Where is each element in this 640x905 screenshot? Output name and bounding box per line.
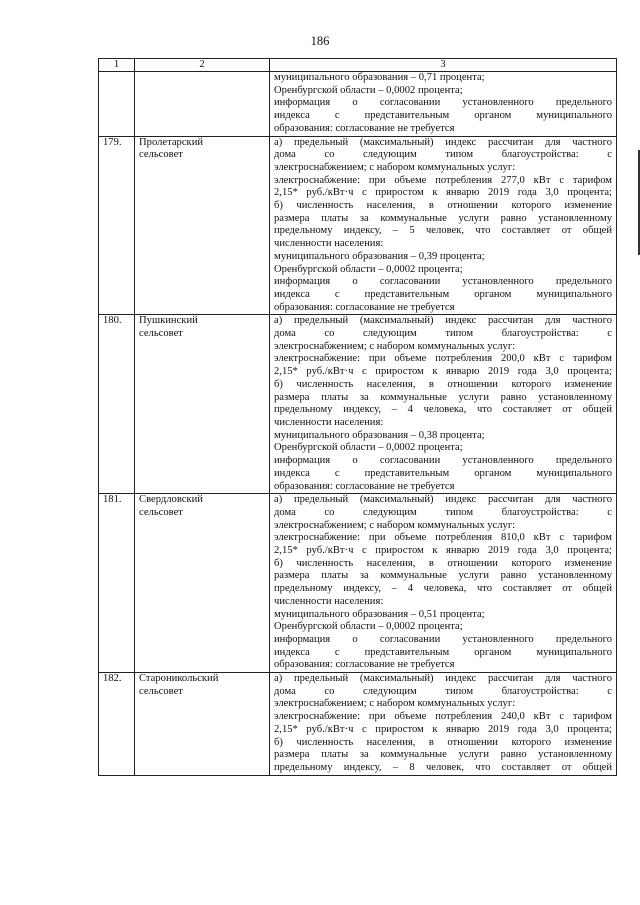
text-line: информация о согласовании установленного предельного	[274, 276, 612, 288]
text-line: Оренбургской области – 0,0002 процента;	[274, 263, 463, 275]
row-number: 182.	[99, 673, 135, 776]
text-line: предельному индексу, – 4 человека, что составляет от общей	[274, 404, 612, 416]
text-line: Оренбургской области – 0,0002 процента;	[274, 621, 463, 633]
text-line: предельному индексу, – 8 человек, что составляет от общей	[274, 761, 612, 773]
text-line: индекса с представительным органом муниципального	[274, 646, 612, 658]
municipality-name-line: сельсовет	[139, 685, 183, 697]
text-line: информация о согласовании установленного предельного	[274, 455, 612, 467]
text-line: размера платы за коммунальные услуги равно установленному	[274, 212, 612, 224]
continuation-row	[99, 72, 617, 137]
continuation-num-cell	[99, 72, 135, 137]
text-line: численности населения:	[274, 238, 384, 250]
text-line: индекса с представительным органом муниципального	[274, 467, 612, 479]
text-line: муниципального образования – 0,39 процента;	[274, 250, 485, 262]
row-description	[270, 136, 617, 315]
municipality-name-line: Пушкинский	[139, 315, 198, 327]
municipality-name-line: Свердловский	[139, 494, 203, 506]
table-row	[99, 315, 617, 494]
municipality-name-line: Пролетарский	[139, 136, 204, 148]
text-line: дома со следующим типом благоустройства: с	[274, 506, 612, 518]
text-line: электроснабжение: при объеме потребления 277,0 кВт с тарифом	[274, 174, 612, 186]
row-description	[270, 494, 617, 673]
page-number: 186	[310, 34, 330, 48]
text-line: образования: согласование не требуется	[274, 480, 455, 492]
text-line: численности населения:	[274, 416, 384, 428]
municipality-name	[135, 494, 270, 673]
municipality-name	[135, 136, 270, 315]
text-line: б) численность населения, в отношении которого изменение	[274, 557, 612, 569]
text-line: электроснабжением; с набором коммунальных услуг:	[274, 340, 516, 352]
text-line: б) численность населения, в отношении которого изменение	[274, 736, 612, 748]
continuation-name-cell	[135, 72, 270, 137]
municipality-name-line: Староникольский	[139, 673, 219, 685]
text-line: образования: согласование не требуется	[274, 301, 455, 313]
text-line: информация о согласовании установленного предельного	[274, 97, 612, 109]
text-line: муниципального образования – 0,71 процента;	[274, 72, 485, 83]
text-line: электроснабжением; с набором коммунальных услуг:	[274, 519, 516, 531]
text-line: предельному индексу, – 4 человека, что составляет от общей	[274, 583, 612, 595]
municipality-name	[135, 673, 270, 776]
text-line: размера платы за коммунальные услуги равно установленному	[274, 570, 612, 582]
municipality-name-line: сельсовет	[139, 328, 183, 340]
text-line: б) численность населения, в отношении которого изменение	[274, 378, 612, 390]
municipality-name	[135, 315, 270, 494]
continuation-text-cell	[270, 72, 617, 137]
text-line: Оренбургской области – 0,0002 процента;	[274, 442, 463, 454]
row-number: 180.	[99, 315, 135, 494]
text-line: а) предельный (максимальный) индекс рассчитан для частного	[274, 673, 612, 685]
table-row	[99, 494, 617, 673]
text-line: муниципального образования – 0,51 процента;	[274, 608, 485, 620]
text-line: информация о согласовании установленного предельного	[274, 633, 612, 645]
row-description	[270, 315, 617, 494]
document-table	[98, 58, 617, 776]
text-line: дома со следующим типом благоустройства: с	[274, 328, 612, 340]
municipality-name-line: сельсовет	[139, 149, 183, 161]
text-line: б) численность населения, в отношении которого изменение	[274, 200, 612, 212]
text-line: размера платы за коммунальные услуги равно установленному	[274, 749, 612, 761]
text-line: 2,15* руб./кВт·ч с приростом к январю 2019 года 3,0 процента;	[274, 187, 612, 199]
column-header-2: 2	[135, 59, 270, 72]
row-number: 181.	[99, 494, 135, 673]
table-header-row	[99, 59, 617, 72]
text-line: 2,15* руб./кВт·ч с приростом к январю 2019 года 3,0 процента;	[274, 366, 612, 378]
text-line: электроснабжение: при объеме потребления 200,0 кВт с тарифом	[274, 353, 612, 365]
text-line: электроснабжение: при объеме потребления 810,0 кВт с тарифом	[274, 532, 612, 544]
text-line: электроснабжение: при объеме потребления 240,0 кВт с тарифом	[274, 711, 612, 723]
column-header-1: 1	[99, 59, 135, 72]
text-line: муниципального образования – 0,38 процента;	[274, 429, 485, 441]
text-line: а) предельный (максимальный) индекс рассчитан для частного	[274, 315, 612, 327]
text-line: индекса с представительным органом муниципального	[274, 110, 612, 122]
text-line: а) предельный (максимальный) индекс рассчитан для частного	[274, 136, 612, 148]
municipality-name-line: сельсовет	[139, 507, 183, 518]
text-line: 2,15* руб./кВт·ч с приростом к январю 2019 года 3,0 процента;	[274, 723, 612, 735]
row-description	[270, 673, 617, 776]
text-line: индекса с представительным органом муниципального	[274, 288, 612, 300]
text-line: размера платы за коммунальные услуги равно установленному	[274, 391, 612, 403]
text-line: дома со следующим типом благоустройства: с	[274, 149, 612, 161]
text-line: электроснабжением; с набором коммунальных услуг:	[274, 698, 516, 710]
text-line: образования: согласование не требуется	[274, 659, 455, 671]
table-row	[99, 136, 617, 315]
text-line: 2,15* руб./кВт·ч с приростом к январю 2019 года 3,0 процента;	[274, 545, 612, 557]
text-line: Оренбургской области – 0,0002 процента;	[274, 84, 463, 96]
text-line: предельному индексу, – 5 человек, что составляет от общей	[274, 225, 612, 237]
row-number: 179.	[99, 136, 135, 315]
text-line: а) предельный (максимальный) индекс рассчитан для частного	[274, 494, 612, 506]
text-line: электроснабжением; с набором коммунальных услуг:	[274, 161, 516, 173]
table-row	[99, 673, 617, 776]
text-line: численности населения:	[274, 595, 384, 607]
column-header-3: 3	[270, 59, 617, 72]
text-line: образования: согласование не требуется	[274, 122, 455, 134]
text-line: дома со следующим типом благоустройства: с	[274, 685, 612, 697]
